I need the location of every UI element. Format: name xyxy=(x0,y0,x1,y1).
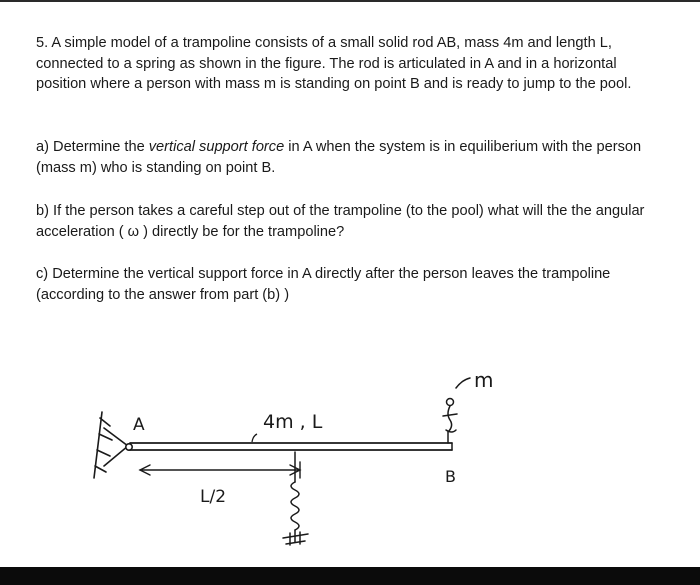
part-b-text: b) If the person takes a careful step out of the trampoline (to the pool) what will the the angular acceleration ( ω ) directly be for the trampoline? xyxy=(36,203,645,240)
label-half: L/2 xyxy=(200,487,227,507)
part-b xyxy=(36,201,664,242)
part-c-text: c) Determine the vertical support force in A directly after the person leaves the trampoline (according to the answer from part (b) ) xyxy=(36,266,611,303)
part-c xyxy=(36,264,664,305)
part-a xyxy=(36,137,664,178)
bottom-bar xyxy=(0,567,700,585)
part-a-suffix: in A when the system is in equiliberium with the person (mass m) who is standing on point B. xyxy=(36,139,642,176)
rod-label-tick xyxy=(252,434,257,442)
part-a-emphasis: vertical support force xyxy=(148,139,285,155)
spring xyxy=(283,452,308,545)
trampoline-figure xyxy=(0,330,700,560)
part-a-prefix: a) Determine the xyxy=(36,139,149,155)
label-b: B xyxy=(445,467,456,486)
label-rod: 4m , L xyxy=(263,411,323,433)
problem-intro xyxy=(36,33,664,95)
dimension-half-length xyxy=(140,462,300,478)
problem-intro-text: 5. A simple model of a trampoline consists of a small solid rod AB, mass 4m and length L, connected to a spring as shown in the figure. The rod is articulated in A and in a horizontal position where a person with mass m is standing on point B and is ready to jump to the pool. xyxy=(36,35,632,92)
trampoline-diagram xyxy=(0,330,700,560)
person-figure xyxy=(443,378,470,443)
part-a-text xyxy=(36,137,664,178)
rod-ab xyxy=(130,443,452,450)
top-rule xyxy=(0,0,700,2)
pin-support xyxy=(94,412,132,478)
label-a: A xyxy=(133,415,145,435)
label-person-mass: m xyxy=(474,368,494,392)
